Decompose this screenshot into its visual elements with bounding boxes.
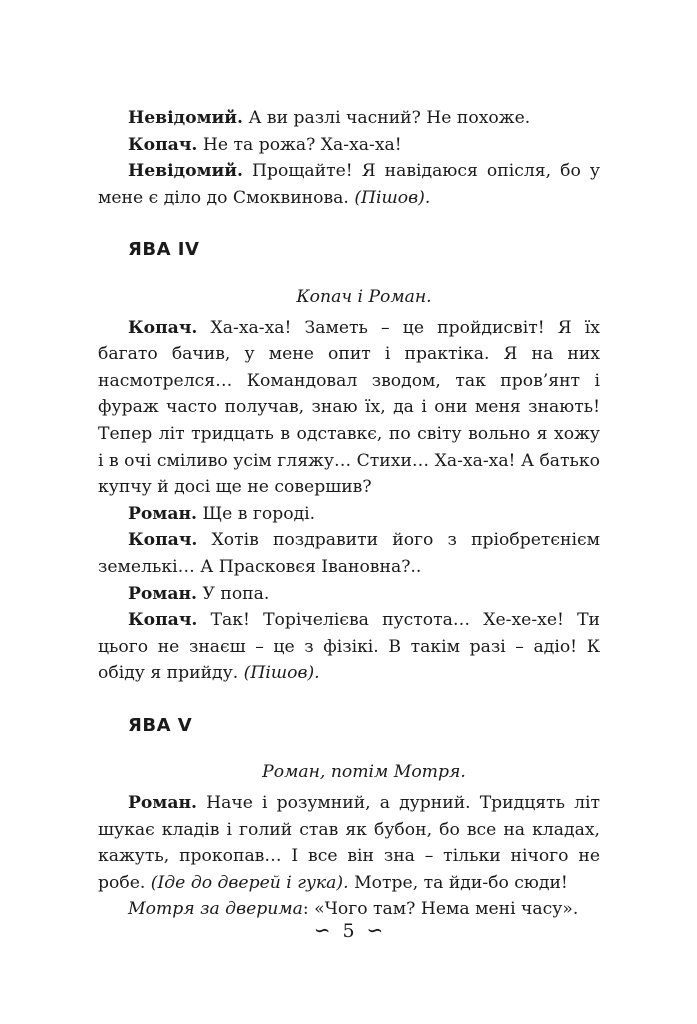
scene-heading: ЯВА V	[128, 714, 193, 736]
dialogue-line	[98, 315, 600, 501]
dialogue-text: Ха-ха-ха! Заметь – це пройдисвіт! Я їх багато бачив, у мене опит і практіка. Я на них насмотрелся… Командовал зводом, так пров’янт і фураж часто получав, знаю їх, да і они меня знають! Тепер літ тридцать в одставкє, по світу вольно я хожу і в очі сміливо усім гляжу… Стихи… Ха-ха-ха! А батько купчу й досі ще не совершив?	[98, 317, 600, 498]
stage-direction: (Пішов).	[354, 187, 431, 208]
scene-heading: ЯВА IV	[128, 239, 200, 261]
dialogue-line	[98, 581, 600, 608]
dialogue-text: Хотів поздравити його з пріобретєнієм земелькі… А Прасковєя Івановна?..	[98, 530, 600, 577]
dialogue-line	[98, 501, 600, 528]
stage-direction: (Пішов).	[243, 663, 320, 684]
page-number: 5	[342, 920, 355, 942]
dialogue-text: У попа.	[197, 583, 270, 604]
dialogue-line	[98, 158, 600, 211]
dialogue-text: Так! Торічелієва пустота… Хе-хе-хе! Ти цього не знаєш – це з фізікі. В такім разі – адіо! К обіду я прийду.	[98, 610, 600, 684]
speaker-name: Роман.	[128, 583, 198, 604]
page-body	[98, 105, 600, 923]
dialogue-text: Прощайте! Я навідаюся опісля, бо у мене є діло до Смоквинова.	[98, 161, 600, 208]
dialogue-text: Не та рожа? Ха-ха-ха!	[197, 134, 402, 155]
speaker-name: Копач.	[128, 317, 198, 338]
dialogue-text: Ще в городі.	[197, 503, 316, 524]
speaker-name: Копач.	[128, 610, 198, 631]
dialogue-text: : «Чого там? Нема мені часу».	[302, 899, 579, 920]
ornament-right-icon: ∽	[366, 916, 384, 944]
scene-direction: Копач і Роман.	[296, 286, 432, 307]
dialogue-line	[98, 607, 600, 687]
stage-direction: (Іде до дверей і гука).	[150, 872, 349, 893]
dialogue-line	[98, 790, 600, 896]
ornament-left-icon: ∽	[313, 916, 331, 944]
speaker-name: Невідомий.	[128, 108, 243, 128]
dialogue-text: А ви разлі часний? Не похоже.	[242, 108, 531, 128]
speaker-name: Невідомий.	[128, 161, 243, 182]
dialogue-line	[98, 527, 600, 580]
speaker-name: Роман.	[128, 503, 198, 524]
dialogue-text: Наче і розумний, а дурний. Тридцять літ шукає кладів і голий став як бубон, бо все на кладах, кажуть, прокопав… І все він зна – тільки нічого не робе.	[98, 793, 600, 893]
speaker-name: Копач.	[128, 530, 198, 551]
dialogue-text: Мотре, та йди-бо сюди!	[348, 872, 568, 893]
scene-direction: Роман, потім Мотря.	[262, 762, 466, 783]
dialogue-line	[98, 105, 600, 132]
page-footer	[0, 918, 697, 942]
stage-direction: Мотря за дверима	[128, 899, 303, 920]
dialogue-line	[98, 132, 600, 159]
speaker-name: Копач.	[128, 134, 198, 155]
speaker-name: Роман.	[128, 793, 198, 814]
